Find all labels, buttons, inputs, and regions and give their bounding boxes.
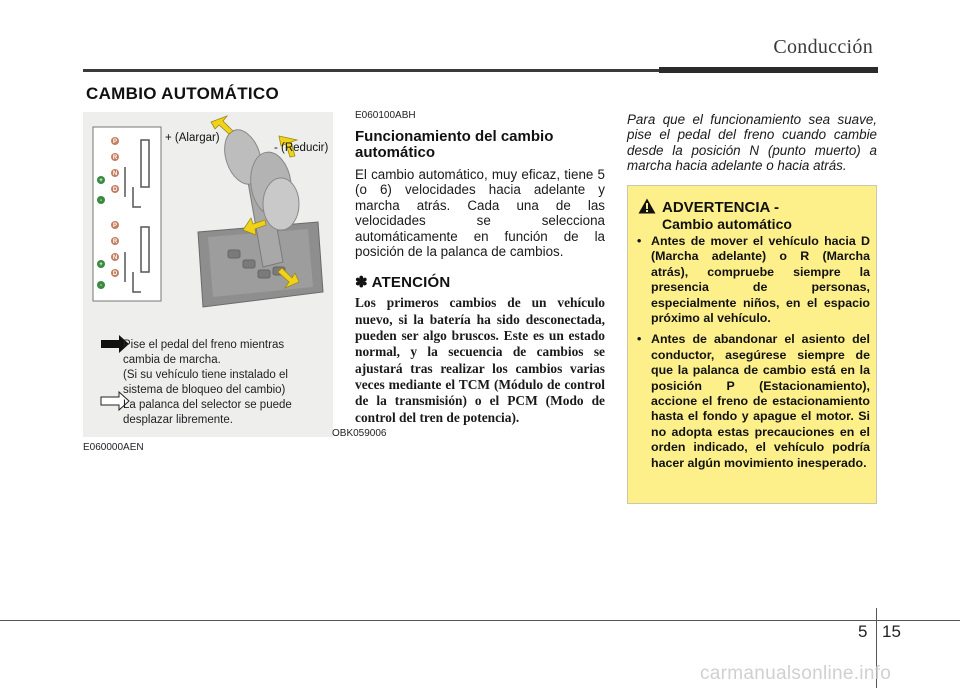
footer-rule	[0, 620, 960, 621]
warning-title-line: ADVERTENCIA -	[662, 199, 779, 216]
page-title: CAMBIO AUTOMÁTICO	[86, 84, 280, 103]
header-rule-accent	[659, 67, 878, 73]
shift-lever-figure	[83, 112, 387, 439]
chapter-number: 5	[858, 622, 868, 641]
legend-line: cambia de marcha.	[123, 354, 221, 366]
gate-letter: D	[112, 271, 118, 277]
intro-paragraph: Para que el funcionamiento sea suave, pise el pedal del freno cuando cambie desde la posición N (punto muerto) a marcha hacia adelante o hacia atrás.	[627, 112, 877, 173]
atencion-heading: ✽ ATENCIÓN	[355, 274, 451, 292]
section-code: E060000AEN	[83, 442, 144, 453]
gate-letter: P	[112, 139, 118, 145]
gate-letter: P	[112, 223, 118, 229]
gate-letter: D	[112, 187, 118, 193]
gate-letter: -	[100, 283, 102, 289]
warning-box	[627, 185, 877, 504]
gate-letter: +	[99, 178, 103, 184]
legend-line: (Si su vehículo tiene instalado el	[123, 369, 288, 381]
legend-line: sistema de bloqueo del cambio)	[123, 384, 286, 396]
warning-list	[636, 234, 870, 477]
watermark: carmanualsonline.info	[700, 663, 892, 684]
body-paragraph: El cambio automático, muy eficaz, tiene 5 (o 6) velocidades hacia adelante y marcha atrás. Cada una de las velocidades se selecciona automáticamente en función de la posición de la palanca de cambios.	[355, 167, 605, 260]
atencion-paragraph: Los primeros cambios de un vehículo nuevo, si la batería ha sido desconectada, pueden ser algo bruscos. Este es un estado normal, y la secuencia de cambios se ajustará tras realizar los cambios varias veces mediante el TCM (Módulo de control de la transmisión) o el PCM (Modo de control del tren de potencia).	[355, 295, 605, 425]
gate-letter: -	[100, 198, 102, 204]
gate-letter: R	[112, 155, 118, 161]
warning-title	[662, 199, 792, 233]
warning-title-line: Cambio automático	[662, 216, 792, 232]
gate-letter: N	[112, 255, 118, 261]
label-plus: + (Alargar)	[165, 132, 220, 144]
subheading: Funcionamiento del cambio automático	[355, 128, 554, 161]
gate-letter: +	[99, 262, 103, 268]
column-operation	[355, 110, 605, 426]
figure-code: OBK059006	[332, 428, 387, 439]
warning-icon	[638, 198, 656, 214]
legend-line: La palanca del selector se puede	[123, 399, 292, 411]
legend-line: desplazar libremente.	[123, 414, 233, 426]
page-number: 15	[882, 622, 901, 641]
section-header: Conducción	[773, 36, 873, 58]
gate-letter: N	[112, 171, 118, 177]
legend-line: Pise el pedal del freno mientras	[123, 339, 285, 351]
gate-letter: R	[112, 239, 118, 245]
label-minus: - (Reducir)	[274, 142, 329, 154]
warning-item: • Antes de abandonar el asiento del conductor, asegúrese siempre de que la palanca de cambio está en la posición P (Estacionamiento), accione el freno de estacionamiento hasta el fondo y apague el motor. Si no adopta estas precauciones en el orden indicado, el vehículo podría hacer algún movimiento inesperado.	[636, 332, 870, 471]
warning-item: • Antes de mover el vehículo hacia D (Marcha adelante) o R (Marcha atrás), compruebe siempre la presencia de personas, especialmente niños, en el espacio próximo al vehículo.	[636, 234, 870, 326]
figure-legend	[123, 338, 323, 428]
paragraph-code: E060100ABH	[355, 110, 416, 121]
